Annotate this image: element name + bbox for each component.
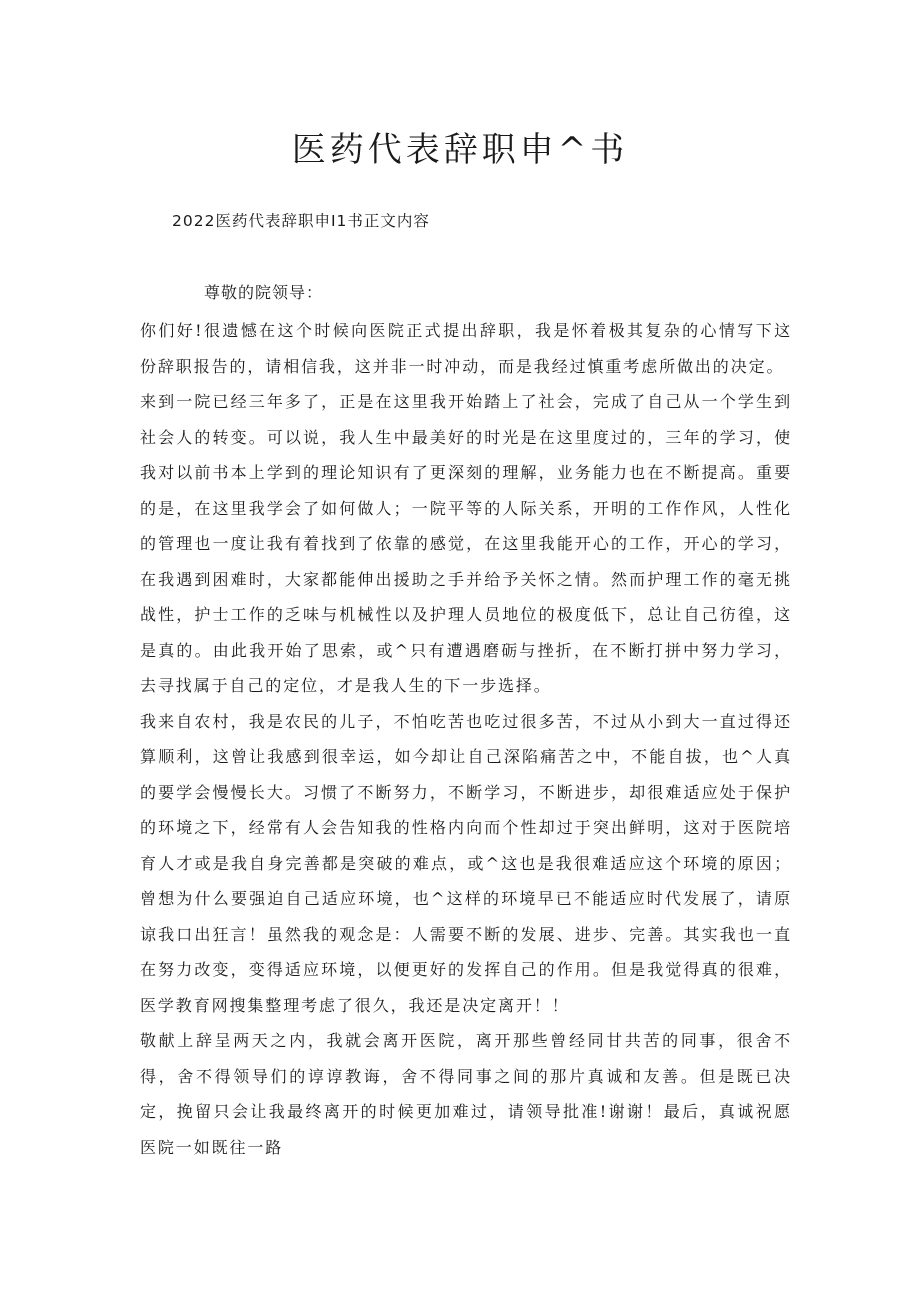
- document-subtitle: 2022医药代表辞职申I1书正文内容: [172, 212, 430, 230]
- body-paragraph: 我来自农村，我是农民的儿子，不怕吃苦也吃过很多苦，不过从小到大一直过得还算顺利，这曾让我感到很幸运，如今却让自己深陷痛苦之中，不能自拔，也^人真的要学会慢慢长大。习惯了不断努力，不断学习，不断进步，却很难适应处于保护的环境之下，经常有人会告知我的性格内向而个性却过于突出鲜明，这对于医院培育人才或是我自身完善都是突破的难点，或^这也是我很难适应这个环境的原因；曾想为什么要强迫自己适应环境，也^这样的环境早已不能适应时代发展了，请原谅我口出狂言！虽然我的观念是：人需要不断的发展、进步、完善。其实我也一直在努力改变，变得适应环境，以便更好的发挥自己的作用。但是我觉得真的很难，医学教育网搜集整理考虑了很久，我还是决定离开！！: [140, 711, 792, 1015]
- body-paragraph: 你们好!很遗憾在这个时候向医院正式提出辞职，我是怀着极其复杂的心情写下这份辞职报告的，请相信我，这并非一时冲动，而是我经过慎重考虑所做出的决定。: [140, 321, 792, 376]
- letter-body: [140, 313, 792, 1165]
- salutation: 尊敬的院领导：: [204, 283, 324, 302]
- body-paragraph: 敬献上辞呈两天之内，我就会离开医院，离开那些曾经同甘共苦的同事，很舍不得，舍不得领导们的谆谆教诲，舍不得同事之间的那片真诚和友善。但是既已决定，挽留只会让我最终离开的时候更加难过，请领导批准!谢谢！最后，真诚祝愿医院一如既往一路: [140, 1031, 792, 1157]
- document-title: 医药代表辞职申^书: [291, 130, 629, 170]
- body-paragraph: 来到一院已经三年多了，正是在这里我开始踏上了社会，完成了自己从一个学生到社会人的转变。可以说，我人生中最美好的时光是在这里度过的，三年的学习，使我对以前书本上学到的理论知识有了更深刻的理解，业务能力也在不断提高。重要的是，在这里我学会了如何做人；一院平等的人际关系，开明的工作作风，人性化的管理也一度让我有着找到了依靠的感觉，在这里我能开心的工作，开心的学习，在我遇到困难时，大家都能伸出援助之手并给予关怀之情。然而护理工作的毫无挑战性，护士工作的乏味与机械性以及护理人员地位的极度低下，总让自己彷徨，这是真的。由此我开始了思索，或^只有遭遇磨砺与挫折，在不断打拼中努力学习，去寻找属于自己的定位，才是我人生的下一步选择。: [140, 392, 792, 695]
